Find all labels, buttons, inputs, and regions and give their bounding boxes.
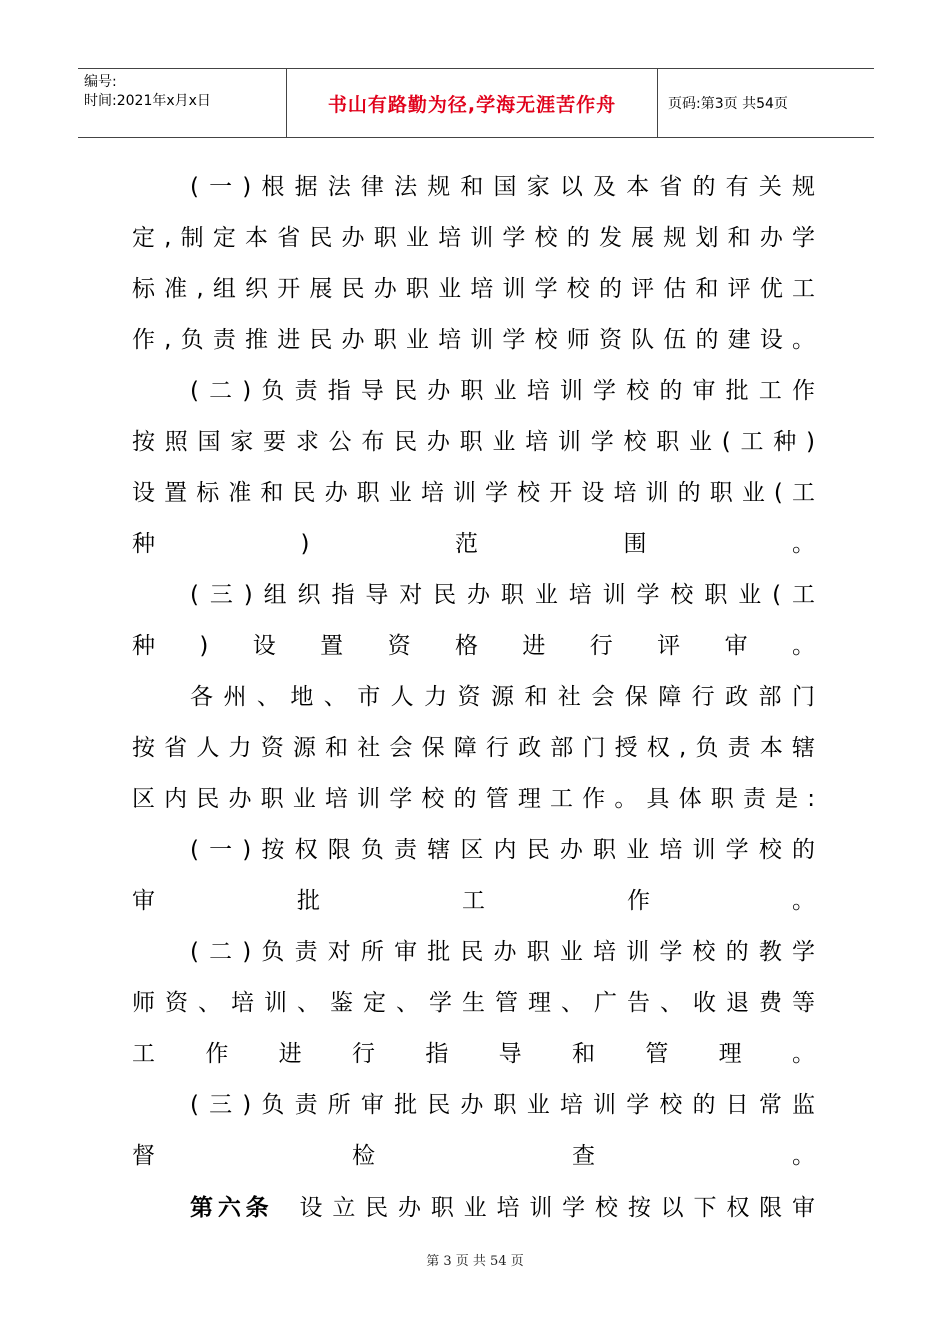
paragraph: 各州、地、市人力资源和社会保障行政部门按省人力资源和社会保障行政部门授权,负责本辖区内民办职业培训学校的管理工作。具体职责是: [132, 684, 824, 812]
page-footer: 第 3 页 共 54 页 [426, 1254, 524, 1269]
document-header [78, 68, 874, 138]
article-paragraph [132, 1182, 824, 1234]
paragraph: (三)负责所审批民办职业培训学校的日常监督检查。 [132, 1092, 824, 1169]
header-motto: 书山有路勤为径,学海无涯苦作舟 [286, 69, 658, 137]
number-label: 编号: [84, 74, 117, 90]
paragraph: (三)组织指导对民办职业培训学校职业(工种)设置资格进行评审。 [132, 582, 824, 659]
article-heading: 第六条 [190, 1194, 274, 1221]
time-label: 时间:2021年x月x日 [84, 93, 211, 109]
paragraph: (二)负责指导民办职业培训学校的审批工作按照国家要求公布民办职业培训学校职业(工种)设置标准和民办职业培训学校开设培训的职业(工种)范围。 [132, 378, 824, 557]
paragraph: (一)按权限负责辖区内民办职业培训学校的审批工作。 [132, 837, 824, 914]
header-page-info: 页码:第3页 共54页 [668, 96, 788, 112]
paragraph: (二)负责对所审批民办职业培训学校的教学师资、培训、鉴定、学生管理、广告、收退费等工作进行指导和管理。 [132, 939, 824, 1067]
document-body [132, 162, 824, 1234]
header-meta [78, 69, 286, 137]
paragraph: (一)根据法律法规和国家以及本省的有关规定,制定本省民办职业培训学校的发展规划和办学标准,组织开展民办职业培训学校的评估和评优工作,负责推进民办职业培训学校师资队伍的建设。 [132, 174, 824, 353]
article-text: 设立民办职业培训学校按以下权限审 [299, 1195, 824, 1221]
